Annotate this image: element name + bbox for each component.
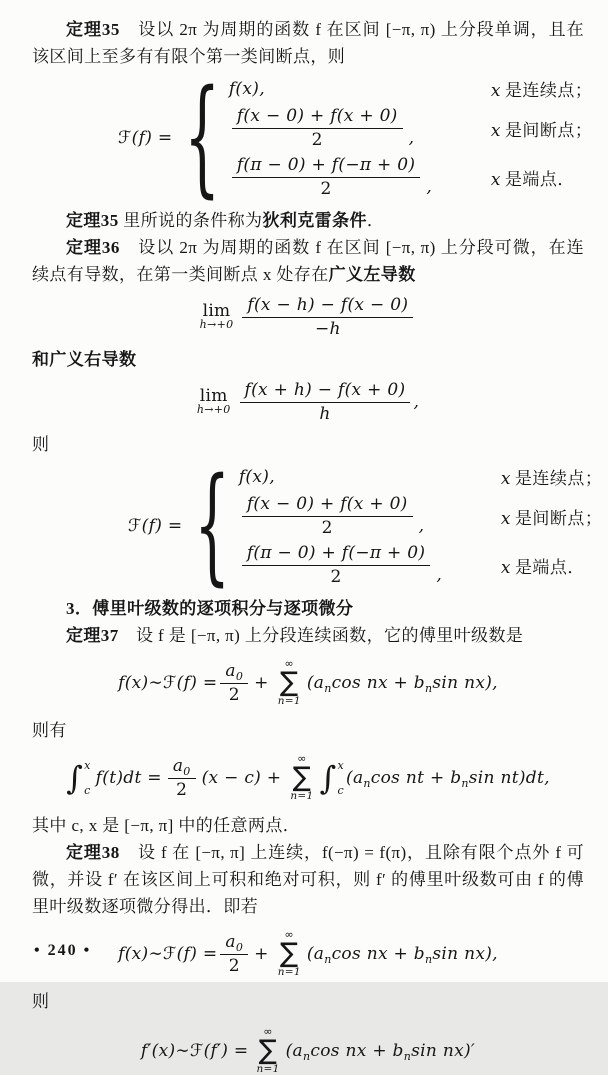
case-1-expression: f(x), xyxy=(238,466,275,487)
case-continuous xyxy=(229,76,593,101)
case-continuous xyxy=(239,464,603,489)
left-brace: { xyxy=(194,451,231,599)
case-1-condition: x 是连续点； xyxy=(490,81,593,101)
then-lead-in-1: 则 xyxy=(32,435,50,454)
dirichlet-condition-term: 狄利克雷条件 xyxy=(262,211,367,230)
dirichlet-remark-paragraph: 定理35 里所说的条件称为狄利克雷条件． xyxy=(66,211,385,230)
derivative-series-formula xyxy=(32,1027,584,1075)
theorem-36-paragraph xyxy=(32,234,584,288)
fourier-operator-lhs: ℱ(f) = xyxy=(128,515,183,536)
theorem-35-paragraph xyxy=(32,16,584,70)
right-derivative-lead-in: 和广义右导数 xyxy=(32,350,137,369)
summation-operator: ∞ ∑ n=1 xyxy=(277,657,301,707)
series-terms: ($a_n\cos$ nx + $b_n\sin$ nx), xyxy=(306,944,498,966)
series-lhs: f(x)∼ℱ(f) = xyxy=(118,944,218,964)
piecewise-formula-1 xyxy=(118,63,593,211)
case-2-fraction: $\frac{f(x - 0) + f(x + 0)}{2}$ xyxy=(232,106,403,150)
case-2-fraction: $\frac{f(x - 0) + f(x + 0)}{2}$ xyxy=(242,494,413,538)
theorem-38-label: 定理38 xyxy=(66,843,120,862)
case-3-fraction: $\frac{f(\pi - 0) + f(-\pi + 0)}{2}$ xyxy=(242,543,431,587)
case-3-fraction: $\frac{f(\pi - 0) + f(-\pi + 0)}{2}$ xyxy=(232,155,421,199)
limit-operator: lim h→+0 xyxy=(199,301,234,331)
integral-operator: ∫ x c xyxy=(66,759,91,797)
a0-over-2-fraction: $\frac{a_0}{2}$ xyxy=(220,932,248,976)
piecewise-cases xyxy=(239,464,603,587)
generalized-left-derivative-term: 广义左导数 xyxy=(328,265,416,284)
case-endpoint: $\frac{f(\pi - 0) + f(-\pi + 0)}{2}$ , x 是端点． xyxy=(229,155,593,199)
where-points-paragraph: 其中 c, x 是 [−π, π] 中的任意两点． xyxy=(32,816,301,835)
integral-operator: ∫ x c xyxy=(319,759,345,797)
case-2-condition: x 是间断点； xyxy=(500,508,603,529)
theorem-35-label: 定理35 xyxy=(66,20,120,39)
then-have-lead-in: 则有 xyxy=(32,721,67,740)
case-discontinuous: $\frac{f(x - 0) + f(x + 0)}{2}$ , x 是间断点； xyxy=(229,106,593,150)
case-discontinuous: $\frac{f(x - 0) + f(x + 0)}{2}$ , x 是间断点； xyxy=(239,494,603,538)
theorem-37-paragraph xyxy=(32,622,584,649)
theorem-37-label: 定理37 xyxy=(66,626,119,645)
left-brace: { xyxy=(184,63,221,211)
fourier-series-formula-2: f(x)∼ℱ(f) = $\frac{a_0}{2}$ + ∞ ∑ n=1 ($a_n\cos$ nx + $b_n\sin$ nx), xyxy=(118,928,498,978)
case-1-expression: f(x), xyxy=(228,78,265,99)
theorem-36-text: 设以 2π 为周期的函数 f 在区间 [−π, π) 上分段可微，在连续点有导数，在第一类间断点 x 处存在 xyxy=(32,238,584,284)
section-3-heading: 3．傅里叶级数的逐项积分与逐项微分 xyxy=(66,599,354,618)
derivative-lhs: f′(x)∼ℱ(f′) = xyxy=(140,1041,249,1061)
limit-fraction: $\frac{f(x - h) - f(x - 0)}{-h}$ xyxy=(242,295,413,339)
theorem-38-text: 设 f 在 [−π, π] 上连续，f(−π) = f(π)，且除有限个点外 f 可微，并设 f′ 在该区间上可积和绝对可积，则 f′ 的傅里叶级数可由 f 的傅里叶级数逐项微分得出．即若 xyxy=(32,843,584,916)
case-3-condition: x 是端点． xyxy=(490,169,575,190)
case-3-condition: x 是端点． xyxy=(500,557,585,578)
a0-over-2-fraction: $\frac{a_0}{2}$ xyxy=(168,756,196,800)
case-2-condition: x 是间断点； xyxy=(490,120,593,141)
derivative-terms: ($a_n\cos$ nx + $b_n\sin$ nx)′ xyxy=(285,1041,476,1063)
a0-over-2-fraction: $\frac{a_0}{2}$ xyxy=(220,661,248,705)
theorem-37-text: 设 f 是 [−π, π) 上分段连续函数，它的傅里叶级数是 xyxy=(118,626,524,645)
limit-fraction: $\frac{f(x + h) - f(x + 0)}{h}$ xyxy=(240,380,411,424)
then-lead-in-2: 则 xyxy=(32,992,50,1011)
integrand-terms: ($a_n\cos$ nt + $b_n\sin$ nt)dt, xyxy=(346,768,550,790)
term-by-term-integration-formula: ∫ x c f(t)dt = $\frac{a_0}{2}$ (x − c) + ∞ ∑ n=1 ∫ x c ($a_n\cos$ nt + $b_n\sin$ nt)dt, xyxy=(66,752,550,802)
series-lhs: f(x)∼ℱ(f) = xyxy=(118,673,218,693)
fourier-series-formula-1: f(x)∼ℱ(f) = $\frac{a_0}{2}$ + ∞ ∑ n=1 ($a_n\cos$ nx + $b_n\sin$ nx), xyxy=(118,657,498,707)
summation-operator: ∞ ∑ n=1 xyxy=(290,752,314,802)
series-terms: ($a_n\cos$ nx + $b_n\sin$ nx), xyxy=(306,673,498,695)
page-number: • 240 • xyxy=(34,942,92,959)
theorem-36-label: 定理36 xyxy=(66,238,120,257)
theorem-38-paragraph xyxy=(32,839,584,920)
remark-theorem-label: 定理35 xyxy=(66,211,119,230)
theorem-35-text: 设以 2π 为周期的函数 f 在区间 [−π, π) 上分段单调，且在该区间上至多有有限个第一类间断点，则 xyxy=(32,20,584,66)
summation-operator: ∞ ∑ n=1 xyxy=(256,1025,280,1075)
piecewise-formula-2 xyxy=(128,451,603,599)
case-endpoint: $\frac{f(\pi - 0) + f(-\pi + 0)}{2}$ , x 是端点． xyxy=(239,543,603,587)
limit-operator: lim h→+0 xyxy=(196,386,231,416)
fourier-operator-lhs: ℱ(f) = xyxy=(118,127,173,148)
case-1-condition: x 是连续点； xyxy=(500,469,603,489)
left-derivative-limit-formula xyxy=(32,295,584,339)
piecewise-cases xyxy=(229,76,593,199)
right-derivative-limit-formula: lim h→+0 $\frac{f(x + h) - f(x + 0)}{h}$ , xyxy=(196,380,420,424)
summation-operator: ∞ ∑ n=1 xyxy=(277,928,301,978)
